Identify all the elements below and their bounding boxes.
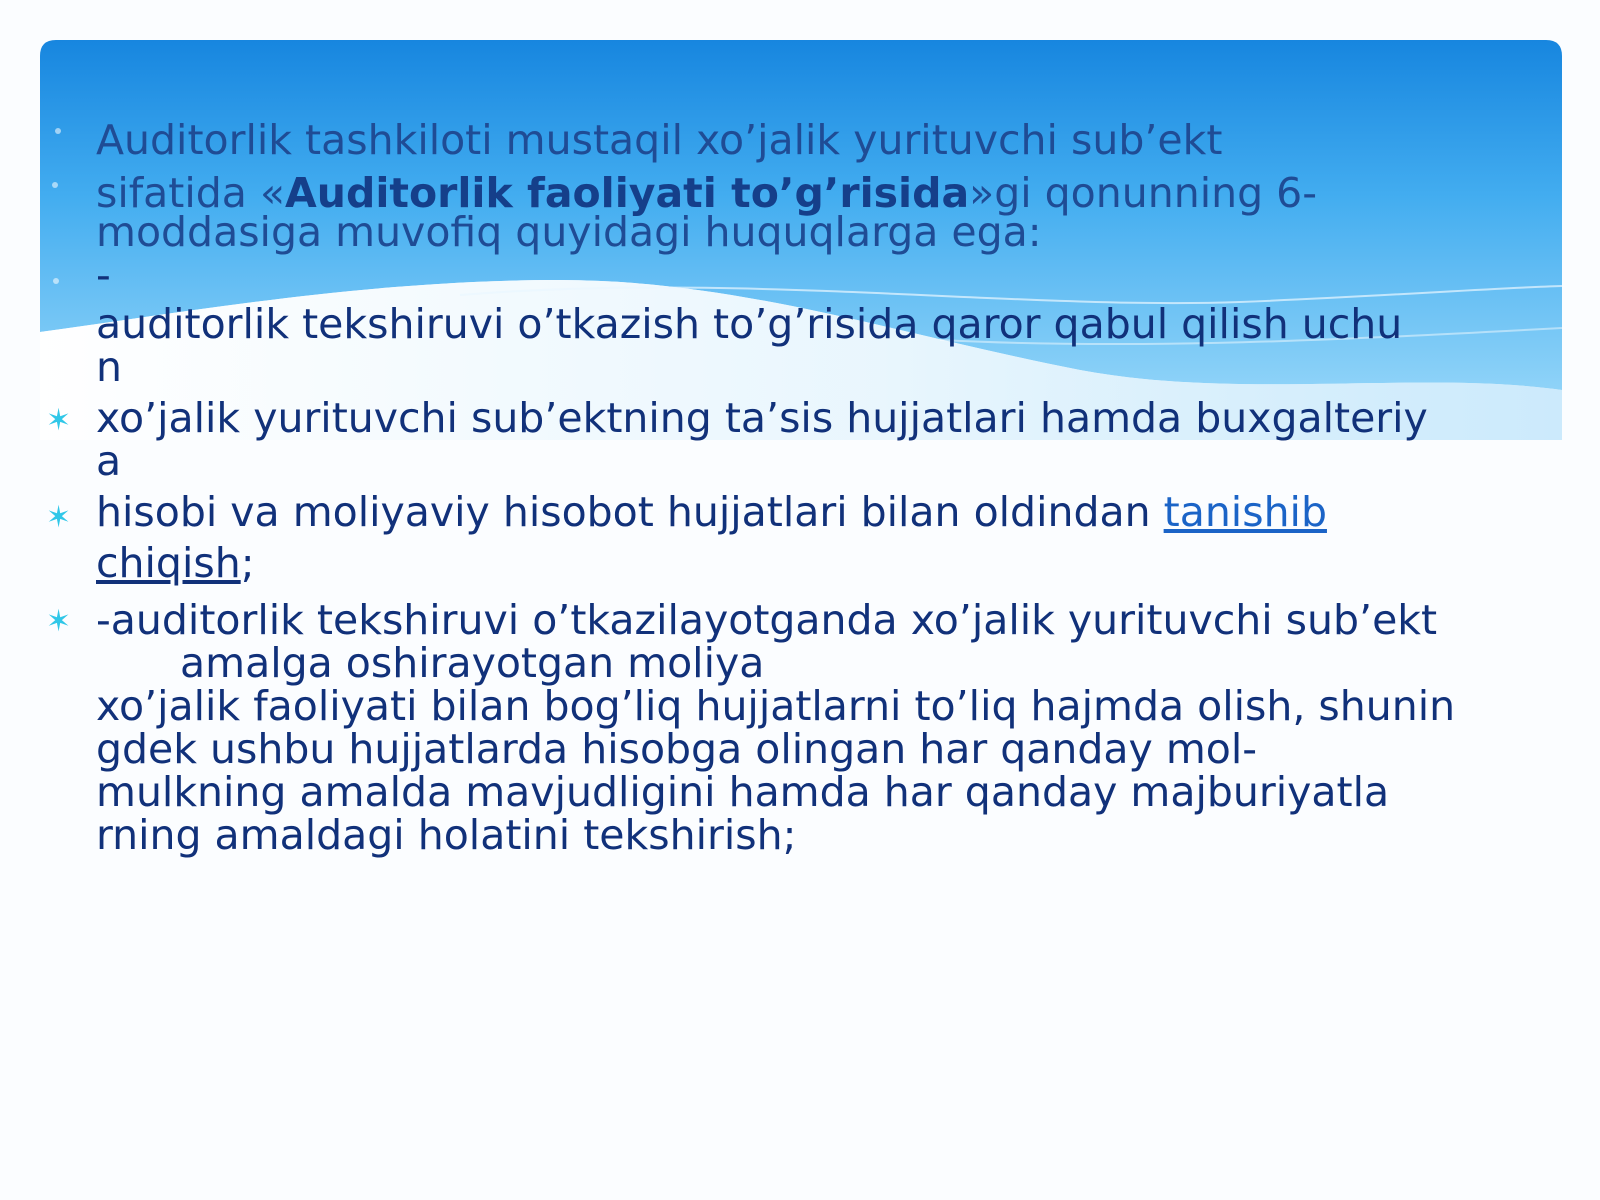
text-line: -auditorlik tekshiruvi o’tkazilayotganda xo’jalik yurituvchi sub’ekt xyxy=(96,596,1438,644)
text-line: xo’jalik yurituvchi sub’ektning ta’sis hujjatlari hamda buxgalteriy xyxy=(96,394,1428,442)
text-line xyxy=(96,490,1546,535)
tanishib-link[interactable]: tanishib xyxy=(1163,488,1327,536)
text-line: mulkning amalda mavjudligini hamda har qanday majburiyatla xyxy=(96,768,1390,816)
sparkle-dot xyxy=(53,278,59,284)
sparkle-dot xyxy=(52,182,58,188)
bullet-star-icon: ✶ xyxy=(46,604,72,639)
text-segment: »gi qonunning 6- xyxy=(969,169,1318,217)
sparkle-dot xyxy=(55,128,61,134)
text-line: n xyxy=(96,343,122,391)
text-line: auditorlik tekshiruvi o’tkazish to’g’risida qaror qabul qilish uchu xyxy=(96,300,1403,348)
text-line: xo’jalik faoliyati bilan bog’liq hujjatlarni to’liq hajmda olish, shunin xyxy=(96,682,1456,730)
text-segment: hisobi va moliyaviy hisobot hujjatlari bilan oldindan xyxy=(96,488,1164,536)
chiqish-link[interactable]: chiqish xyxy=(96,539,241,587)
text-line: moddasiga muvofiq quyidagi huquqlarga ega: xyxy=(96,208,1042,256)
bullet-star-icon: ✶ xyxy=(46,500,72,535)
text-line: amalga oshirayotgan moliya xyxy=(180,639,765,687)
text-line xyxy=(96,541,1546,586)
text-segment: ; xyxy=(240,539,255,587)
law-title: Auditorlik faoliyati to’g’risida xyxy=(285,169,970,217)
text-line: - xyxy=(96,251,111,299)
text-line: gdek ushbu hujjatlarda hisobga olingan har qanday mol- xyxy=(96,725,1258,773)
body-text xyxy=(96,118,1546,858)
text-line: Auditorlik tashkiloti mustaqil xo’jalik yurituvchi sub’ekt xyxy=(96,116,1223,164)
text-line: a xyxy=(96,437,122,485)
text-segment: sifatida « xyxy=(96,169,286,217)
bullet-star-icon: ✶ xyxy=(46,403,72,438)
text-line: rning amaldagi holatini tekshirish; xyxy=(96,811,797,859)
